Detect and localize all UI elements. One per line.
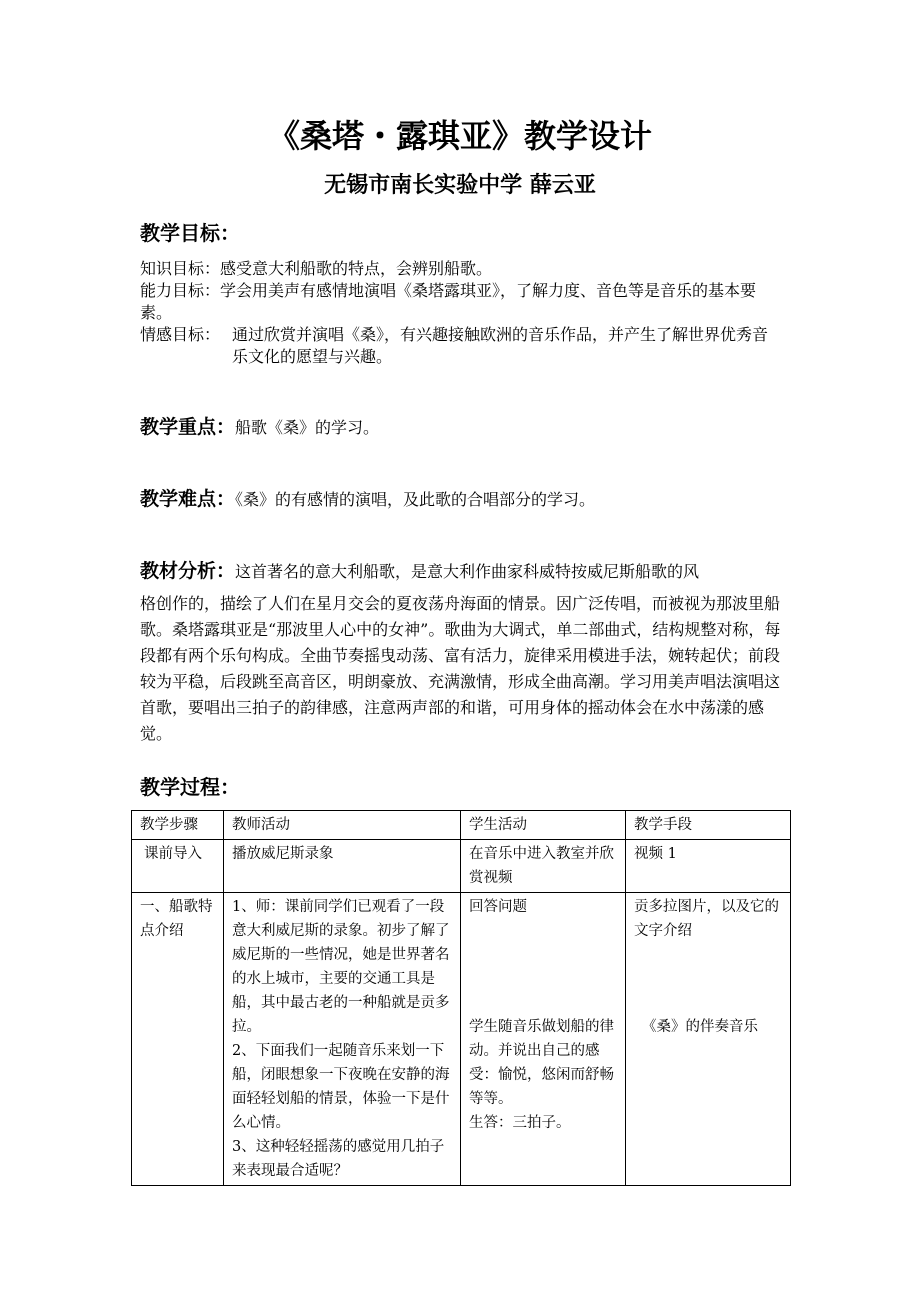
- analysis-label: 教材分析：: [140, 560, 236, 582]
- objectives-heading: 教学目标：: [140, 221, 240, 245]
- objectives-list: [140, 258, 782, 368]
- student-activity-1: 回答问题: [469, 899, 527, 915]
- header-step: 教学步骤: [132, 811, 224, 840]
- key-point-text: 船歌《桑》的学习。: [235, 418, 380, 437]
- objective-label: 知识目标：: [140, 259, 221, 278]
- cell-student: [461, 893, 626, 1186]
- cell-means: [626, 893, 791, 1186]
- document-title: 《桑塔・露琪亚》教学设计: [267, 117, 652, 155]
- objective-text: 学会用美声有感情地演唱《桑塔露琪亚》，了解力度、音色等是音乐的基本要素。: [140, 281, 757, 322]
- cell-step: 一、船歌特点介绍: [132, 893, 224, 1186]
- analysis-first-line: [140, 556, 785, 587]
- objective-text: 感受意大利船歌的特点，会辨别船歌。: [220, 259, 493, 278]
- objective-text: 通过欣赏并演唱《桑》，有兴趣接触欧洲的音乐作品，并产生了解世界优秀音乐文化的愿望与兴趣。: [232, 325, 769, 366]
- analysis-first-text: 这首著名的意大利船歌，是意大利作曲家科威特按威尼斯船歌的风: [235, 562, 700, 581]
- objective-label: 能力目标：: [140, 281, 221, 300]
- teacher-activity-2: 2、下面我们一起随音乐来划一下船，闭眼想象一下夜晚在安静的海面轻轻划船的情景，体验一下是什么心情。: [232, 1043, 450, 1131]
- header-student: 学生活动: [461, 811, 626, 840]
- document-subtitle: 无锡市南长实验中学 薛云亚: [324, 172, 596, 198]
- process-table: [131, 810, 791, 1186]
- process-heading: 教学过程：: [140, 775, 240, 799]
- analysis-body: 格创作的，描绘了人们在星月交会的夏夜荡舟海面的情景。因广泛传唱，而被视为那波里船歌。桑塔露琪亚是“那波里人心中的女神”。歌曲为大调式，单二部曲式，结构规整对称，每段都有两个乐句构成。全曲节奏摇曳动荡、富有活力，旋律采用模进手法，婉转起伏；前段较为平稳，后段跳至高音区，明朗豪放、充满激情，形成全曲高潮。学习用美声唱法演唱这首歌，要唱出三拍子的韵律感，注意两声部的和谐，可用身体的摇动体会在水中荡漾的感觉。: [140, 594, 781, 743]
- teacher-activity-1: 1、师：课前同学们已观看了一段意大利威尼斯的录象。初步了解了威尼斯的一些情况，她是世界著名的水上城市，主要的交通工具是船，其中最古老的一种船就是贡多拉。: [232, 899, 450, 1035]
- student-activity-3: 生答：三拍子。: [469, 1115, 571, 1131]
- material-analysis: [140, 556, 785, 747]
- cell-student: 在音乐中进入教室并欣赏视频: [461, 840, 626, 893]
- objective-ability: [140, 280, 782, 324]
- means-1: 贡多拉图片，以及它的文字介绍: [634, 899, 779, 939]
- objective-knowledge: [140, 258, 782, 280]
- table-row: [132, 840, 791, 893]
- difficulty-label: 教学难点：: [140, 488, 236, 510]
- key-point-label: 教学重点：: [140, 416, 236, 438]
- table-row: [132, 893, 791, 1186]
- means-2: 《桑》的伴奏音乐: [642, 1019, 758, 1035]
- objective-emotion: [140, 324, 782, 368]
- cell-teacher: [224, 893, 461, 1186]
- teacher-activity-3: 3、这种轻轻摇荡的感觉用几拍子来表现最合适呢？: [232, 1139, 445, 1179]
- header-means: 教学手段: [626, 811, 791, 840]
- table-header-row: [132, 811, 791, 840]
- cell-means: 视频 1: [626, 840, 791, 893]
- objective-label: 情感目标：: [140, 325, 221, 344]
- student-activity-2: 学生随音乐做划船的律动。并说出自己的感受：愉悦，悠闲而舒畅等等。: [469, 1019, 614, 1107]
- cell-teacher: 播放威尼斯录象: [224, 840, 461, 893]
- cell-step: 课前导入: [132, 840, 224, 893]
- difficulty: [140, 484, 782, 515]
- difficulty-text: 《桑》的有感情的演唱，及此歌的合唱部分的学习。: [235, 490, 596, 509]
- header-teacher: 教师活动: [224, 811, 461, 840]
- key-point: [140, 412, 782, 443]
